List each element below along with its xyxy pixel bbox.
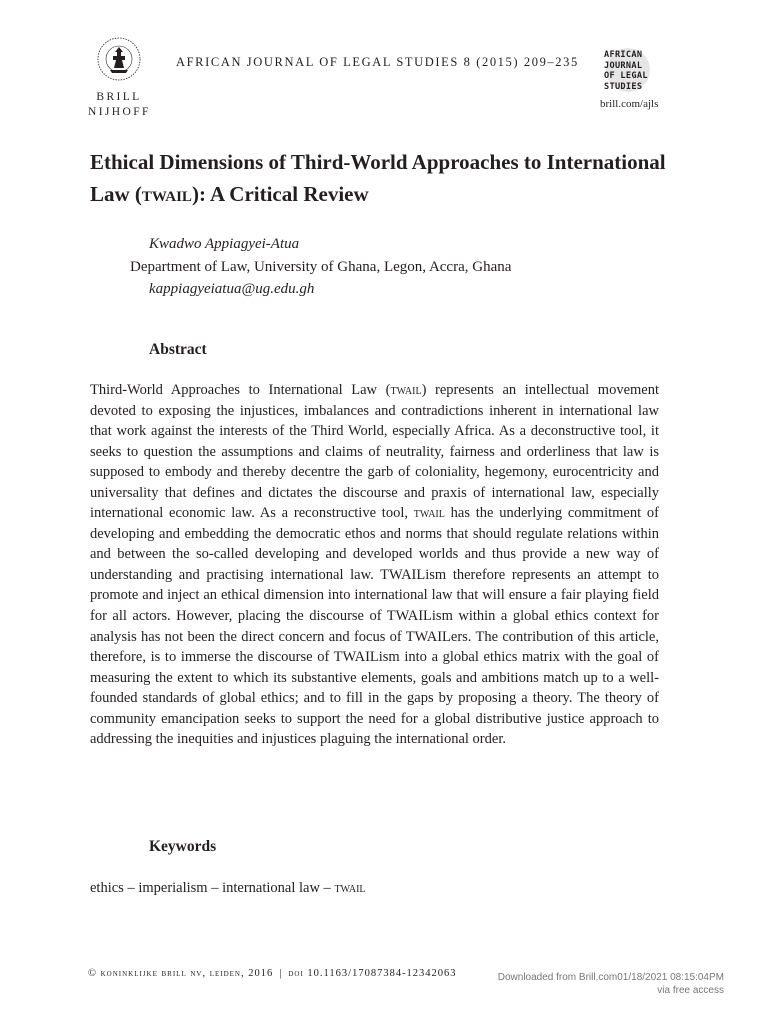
journal-name-line: STUDIES — [604, 81, 643, 92]
journal-name-line: OF LEGAL — [604, 71, 648, 81]
journal-name-line: AFRICAN — [604, 50, 643, 60]
brill-seal-icon — [94, 34, 144, 86]
abstract-text: Third-World Approaches to International Law (twail) represents an intellectual movement devoted to exposing the injustices, imbalances and contradictions inherent in international law that work against the interests of the Third World, especially Africa. As a deconstructive tool, it seeks to question the assumptions and claims of neutrality, fairness and orderliness that law is supposed to embody and thereby decentre the garb of coloniality, hegemony, eurocentricity and universality that defines and dictates the discourse and praxis of international law, especially international economic law. As a reconstructive tool, twail has the underlying commitment of developing and embedding the democratic ethos and norms that should regulate relations within and between the so-called developing and developed worlds and thus provide a new way of understanding and practising international law. TWAILism therefore represents an attempt to promote and inject an ethical dimension into international law that will ensure a fair playing field for all actors. However, placing the discourse of TWAILism within a global ethics context for analysis has not been the direct concern and focus of TWAILers. The contribution of this article, therefore, is to immerse the discourse of TWAILism into a global ethics matrix with the goal of measuring the extent to which its substantive elements, goals and ambitions match up to a well-founded standards of global ethics; and to fill in the gaps by proposing a theory. The theory of community emancipation seeks to support the need for a global distributive justice approach to addressing the inequities and injustices plaguing the international order. — [90, 382, 660, 748]
title-part-2: ): A Critical Review — [191, 182, 369, 206]
keywords-heading: Keywords — [149, 838, 217, 855]
footer-citation — [88, 968, 457, 979]
footer-doi: doi 10.1163/17087384-12342063 — [288, 968, 457, 979]
publisher-name-line1: BRILL — [96, 91, 142, 103]
journal-name-line: JOURNAL — [604, 60, 643, 71]
twail-acronym: twail — [390, 382, 422, 398]
abstract-heading: Abstract — [149, 341, 207, 358]
twail-acronym: twail — [334, 880, 366, 896]
title-part-1: Ethical Dimensions of Third-World Approaches to International Law ( — [90, 150, 666, 206]
article-title — [90, 146, 690, 210]
journal-mark — [600, 50, 662, 110]
running-head: AFRICAN JOURNAL OF LEGAL STUDIES 8 (2015) 209–235 — [176, 55, 579, 69]
footer-copyright: © koninklijke brill nv, leiden, 2016 — [88, 968, 274, 979]
author-affiliation: Department of Law, University of Ghana, Legon, Accra, Ghana — [130, 259, 512, 275]
author-name: Kwadwo Appiagyei-Atua — [149, 236, 300, 252]
publisher-name-line2: NIJHOFF — [88, 106, 151, 118]
keywords-list: ethics – imperialism – international law – twail — [90, 880, 366, 896]
publisher-name — [88, 90, 150, 120]
download-line-2: via free access — [657, 985, 724, 996]
download-line-1: Downloaded from Brill.com01/18/2021 08:15:04PM — [497, 972, 724, 983]
download-watermark — [486, 971, 724, 997]
twail-acronym: twail — [413, 505, 445, 522]
brill-nijhoff-logo — [90, 34, 152, 120]
journal-name — [604, 50, 662, 92]
journal-url-link[interactable]: brill.com/ajls — [600, 98, 659, 110]
footer-separator: | — [279, 968, 283, 979]
title-twail: twail — [141, 182, 192, 206]
author-email-link[interactable]: kappiagyeiatua@ug.edu.gh — [149, 281, 315, 297]
